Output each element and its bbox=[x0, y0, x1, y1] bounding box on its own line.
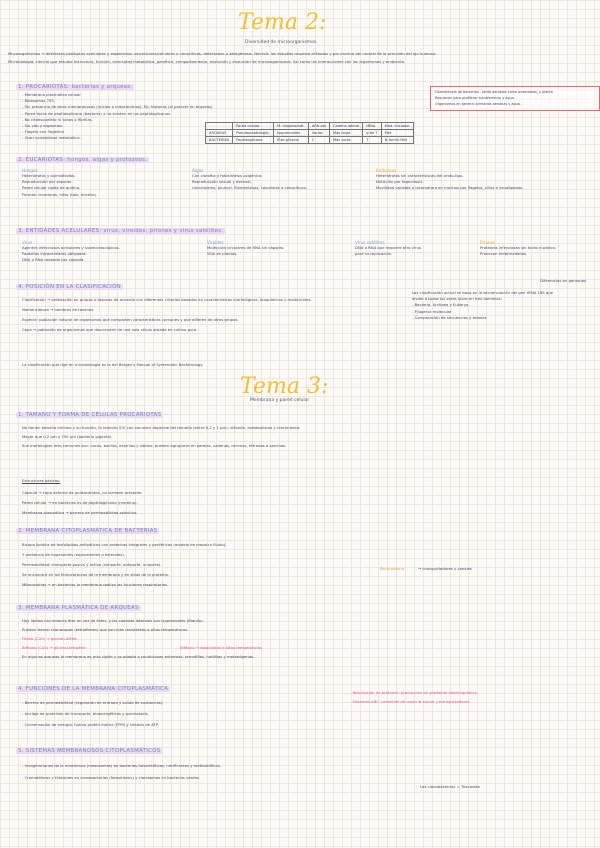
posicion-footer: La clasificación que rige en microbiología es la del Bergey's Manual of Systematic Bacteriology. bbox=[22, 362, 204, 367]
section-eucariotas-heading: 2. EUCARIOTAS: hongos, algas y protozoos. bbox=[18, 157, 148, 163]
posicion-side-note: Diferencias en genomas bbox=[540, 278, 586, 283]
funciones-list: - Barrera de permeabilidad (regulación de entrada y salida de sustancias). - Anclaje de proteínas de transporte, bioenergéticas y quimiotaxis. - Conservación de energía: fuerza protón motriz (FPM) y síntesis de ATP. bbox=[22, 700, 164, 727]
tema3-subtitle: Membrana y pared celular bbox=[250, 398, 310, 403]
section-funciones-heading: 4. FUNCIONES DE LA MEMBRANA CITOPLASMÁTICA bbox=[18, 686, 169, 692]
list-item: - Pared típica de peptidoglicano (bacteria) y no existen en los peptidoglicanos. bbox=[22, 110, 172, 116]
membrana-arqueas-list: Hay lípidos con enlaces éter en vez de éster, y las cadenas laterales son isoprenoides (fitanilo). Pueden formar monocapas (tetraéteres) que son más resistentes a altas temperaturas. Fitano (C20) → glicerol-diéter Bifitano (C40) → glicerol-tetraéter En algunas arqueas la membrana es más rígida y se adapta a condiciones extremas: termófilas, halófilas y metanógenas. bbox=[22, 618, 255, 659]
membrana-bacterias-list: Bicapa lipídica de fosfolípidos anfipáticos con proteínas integrales y periféricas (modelo de mosaico fluido). Y presencia de hopanoides (equivalentes a esteroles). Permeabilidad: transporte pasivo y activo (simporte, antiporte, uniporte). Se encuentra en los hidrocarburos de la membrana y en sitios de la proteína. Mitocondrias → en bacterias la membrana realiza las funciones respiratorias. bbox=[22, 542, 227, 587]
priones-column: Priones Proteínas infecciosas sin ácido nucleico. Provocan enfermedades. bbox=[480, 240, 556, 257]
list-item: - Flagelo con flagelina bbox=[22, 129, 64, 135]
estructuras-list: Cápsula → capa externa de polisacáridos, no siempre presente. Pared celular → en bacterias es de peptidoglicano (mureína). Membrana plasmática → barrera de permeabilidad selectiva. bbox=[22, 490, 143, 515]
section-acelulares-heading: 3. ENTIDADES ACELULARES: virus, viroides, priones y virus satélites. bbox=[18, 228, 224, 234]
procariotas-note-box: Coexistencia de bacterias - tanto aerobias como anaerobias, y planta Requieren para proliferar transferencia y agua. Organismos en general primarias aerobias y agua. bbox=[430, 86, 600, 111]
section-posicion-heading: 4. POSICIÓN EN LA CLASIFICACIÓN bbox=[18, 284, 121, 290]
list-item: - No citoesqueleto ni tubos o fibrillas. bbox=[22, 116, 93, 122]
section-membrana-bacterias-heading: 2. MEMBRANA CITOPLASMÁTICA DE BACTERIAS bbox=[18, 528, 158, 534]
hongos-column: Hongos Heterótrofos y quimiótrofos. Reproducción por esporas Pared celular rígida de quitina. Formas: levaduras, hifas (talo, micelio). bbox=[22, 168, 98, 197]
procariotas-list bbox=[22, 92, 212, 142]
intro-line-2: Microbiología: ciencia que estudia estructura, función, diversidad metabólica, genética, comportamiento, evolución y evolución de microorganismos. Así como las interacciones con los organismos y ambiente. bbox=[8, 59, 406, 64]
section-tamano-heading: 1. TAMAÑO Y FORMA DE CÉLULAS PROCARIOTAS bbox=[18, 412, 162, 418]
virus-column: Virus Agentes infecciosos acelulares y submicroscópicos. Parásitos intracelulares obligados. DNA o RNA rodeado por cápsida. bbox=[22, 240, 120, 263]
protozoos-column: Protozoos Heterótrofos sin características del proto-tipo. Nutrición por fagocitosis. Movilidad variable o locomotora en muchos por flagelos, cilios o seudópodos. bbox=[376, 168, 524, 191]
table-row: ARQUEAS Pseudopeptidoglic. Isoprenoides Varias Más larga ψ de T Met bbox=[206, 130, 414, 137]
sistemas-list: - Invaginaciones de la membrana (mesosomas) en bacterias fotosintéticas, nitrificantes y metilotróficas. - Cromatóforos y tilacoides en cianobacterias (fotosíntesis) y clorosomas en bacterias verdes. bbox=[22, 763, 221, 780]
list-item: - Gran variabilidad metabólica. bbox=[22, 135, 81, 141]
viroides-column: Viroides Moléculas circulares de RNA sin cápsida. Sólo en plantas. bbox=[207, 240, 285, 257]
tema2-title: Tema 2: bbox=[238, 10, 327, 35]
tema2-subtitle: Diversidad de microorganismos. bbox=[245, 40, 318, 45]
virus-satelites-column: Virus satélites DNA o RNA que requiere otro virus para su replicación. bbox=[355, 240, 421, 257]
recordatorio-note: Recordatorio bbox=[380, 566, 405, 571]
list-item: - Sin presencia de otros membranosos (núcleo o mitocondrias). Sin histonas (al parecer en arqueas) bbox=[22, 104, 213, 110]
tamano-list: No tienen tamaño mínimo y su función, la relación S/V con volumen depende del tamaño (entre 0,2 y 1 μm): difusión, metabolismo y crecimiento. Mayor que 0,2 μm y 750 μm (bacteria gigante). Sus morfologías más comunes son: cocos, bacilos, espirilos y vibrios; pueden agruparse en parejas, cadenas, racimos, tétradas o sarcinas. bbox=[22, 425, 301, 448]
section-procariotas-heading: 1. PROCARIOTAS: bacterias y arqueas. bbox=[18, 84, 133, 90]
table-row: BACTERIAS Peptidoglicano Éter-glicerol 1 Más corta T N-formil-Met bbox=[206, 137, 414, 144]
bifitano-note: Bifitano → estabilidad a altas temperaturas bbox=[180, 645, 263, 650]
section-sistemas-heading: 5. SISTEMAS MEMBRANOSOS CITOPLASMÁTICOS bbox=[18, 748, 161, 754]
list-item: - Membrana plasmática celular bbox=[22, 92, 81, 97]
tema3-title: Tema 3: bbox=[240, 374, 329, 399]
transportadores-note: → transportadores y canales bbox=[418, 566, 472, 571]
list-item: - Ribosomas 70S bbox=[22, 98, 54, 104]
funciones-pink-notes: - Respiración de protones: producción de gradiente electroquímico. - Sistemas ABC: proteínas de unión al soluto y transportadores. bbox=[350, 690, 478, 704]
algas-column: Algas Con clorofila y fotosíntesis oxigénica. Reproducción sexual y asexual. Unicelulares, pluricel. filamentosas, coloniales o cenocíticas. bbox=[192, 168, 307, 191]
cianobacterias-note: Las cianobacterias = Tilacoides bbox=[420, 784, 480, 789]
table-header-row: Pared celular M. citoplasmát. ARN pol Cadena lateral tRNA Mod. iniciador bbox=[206, 123, 414, 130]
procariotas-table bbox=[205, 122, 414, 144]
estructuras-title: Estructuras básicas: bbox=[22, 478, 61, 483]
posicion-list: Clasificación → ordenación en grupos o taxones de acuerdo con diferentes criterios basados en características morfológicas, bioquímicas y moleculares. Nomenclatura → nombres de taxones. Especie: población natural de organismos que comparten características comunes y que difieren de otros grupos. Cepa → población de organismos que descienden de una sola célula aislada en cultivo puro. bbox=[22, 297, 312, 332]
section-membrana-arqueas-heading: 3. MEMBRANA PLASMÁTICA DE ARQUEAS bbox=[18, 605, 139, 611]
list-item: - Sin cito y organelos. bbox=[22, 123, 64, 129]
posicion-right-notes: Los clasificación actual se basa en la secuenciación del gen rRNA 16S que divide a todos los seres vivos en tres dominios: - Bacteria, Archaea y Eukarya - Filogenia molecular - Comparación de secuencias y árboles bbox=[412, 290, 554, 320]
intro-line-1: Microorganismos → diferentes biológicos acelulares y organismos unicelulares/celulares o cenocíticos, detectados o abiogénesis. Necesit. los estudios requiere métodos y por encima del umbral de la precisión del ojo humano. bbox=[8, 51, 437, 56]
